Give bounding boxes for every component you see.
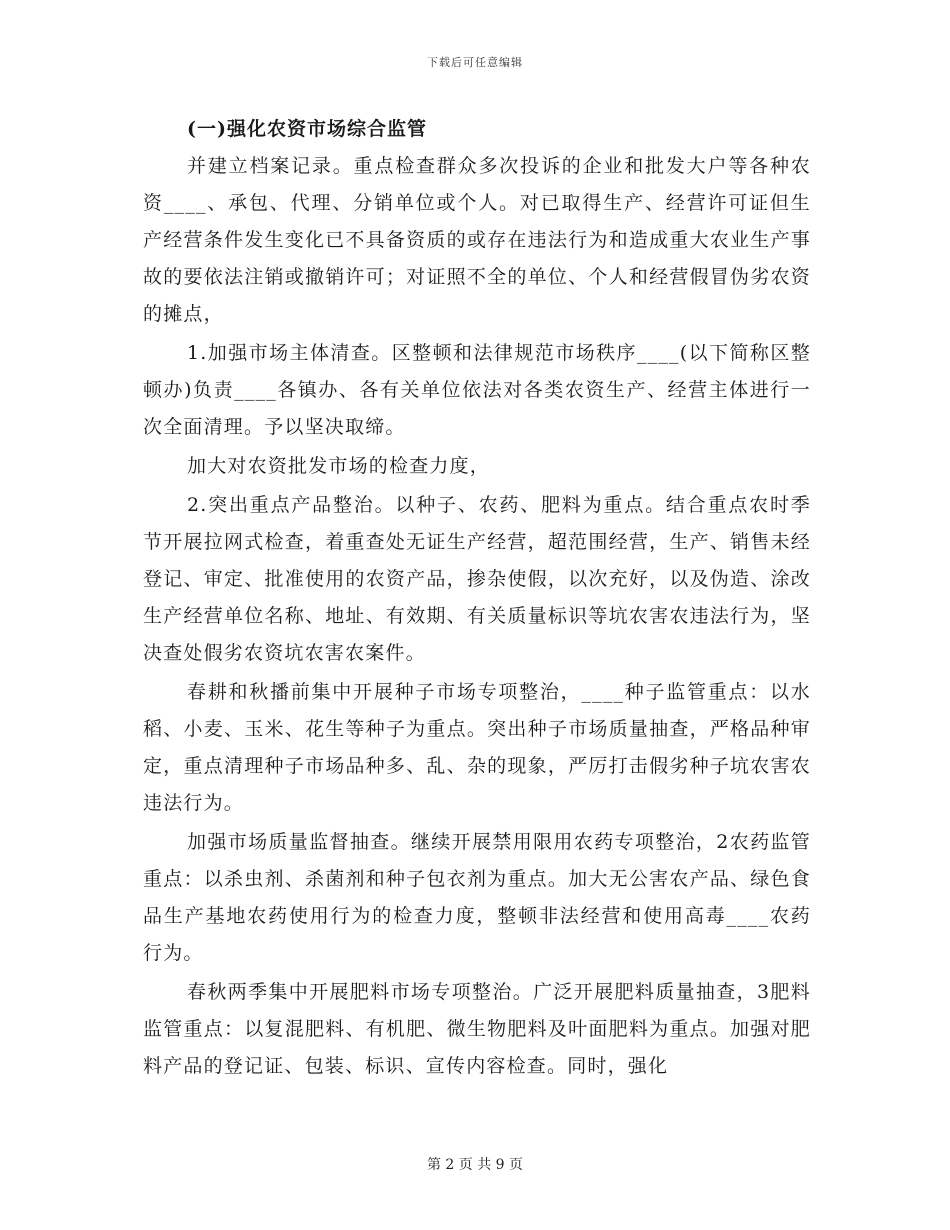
- paragraph-2: 1.加强市场主体清查。区整顿和法律规范市场秩序____(以下简称区整顿办)负责____各镇办、各有关单位依法对各类农资生产、经营主体进行一次全面清理。予以坚决取缔。: [143, 342, 811, 438]
- paragraph-4: 2.突出重点产品整治。以种子、农药、肥料为重点。结合重点农时季节开展拉网式检查，着重查处无证生产经营，超范围经营，生产、销售未经登记、审定、批准使用的农资产品，掺杂使假，以次充好，以及伪造、涂改生产经营单位名称、地址、有效期、有关质量标识等坑农害农违法行为，坚决查处假劣农资坑农害农案件。: [143, 494, 811, 664]
- paragraph-6: 加强市场质量监督抽查。继续开展禁用限用农药专项整治，2农药监管重点：以杀虫剂、杀菌剂和种子包衣剂为重点。加大无公害农产品、绿色食品生产基地农药使用行为的检查力度，整顿非法经营和使用高毒____农药行为。: [143, 831, 811, 964]
- paragraph-3: 加大对农资批发市场的检查力度，: [187, 455, 491, 477]
- page-number: 第 2 页 共 9 页: [426, 1157, 524, 1173]
- paragraph-5: 春耕和秋播前集中开展种子市场专项整治，____种子监管重点：以水稻、小麦、玉米、花生等种子为重点。突出种子市场质量抽查，严格品种审定，重点清理种子市场品种多、乱、杂的现象，严厉打击假劣种子坑农害农违法行为。: [143, 681, 811, 814]
- section-heading: (一)强化农资市场综合监管: [187, 118, 427, 140]
- header-note: 下载后可任意编辑: [427, 56, 523, 69]
- paragraph-1: 并建立档案记录。重点检查群众多次投诉的企业和批发大户等各种农资____、承包、代理、分销单位或个人。对已取得生产、经营许可证但生产经营条件发生变化已不具备资质的或存在违法行为和造成重大农业生产事故的要依法注销或撤销许可；对证照不全的单位、个人和经营假冒伪劣农资的摊点，: [143, 155, 811, 325]
- paragraph-7: 春秋两季集中开展肥料市场专项整治。广泛开展肥料质量抽查，3肥料监管重点：以复混肥料、有机肥、微生物肥料及叶面肥料为重点。加强对肥料产品的登记证、包装、标识、宣传内容检查。同时，强化: [143, 981, 811, 1077]
- document-body: [143, 112, 811, 1085]
